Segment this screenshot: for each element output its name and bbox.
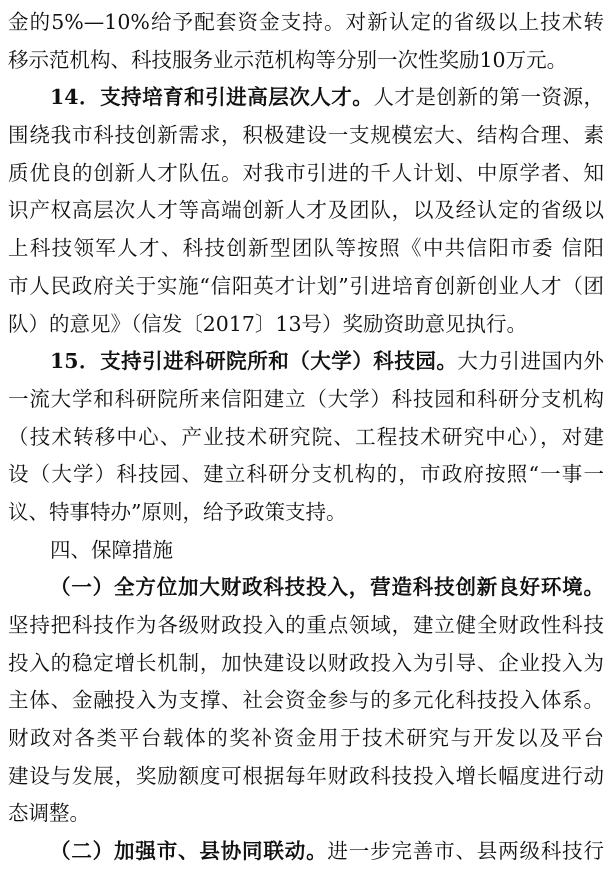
body-text: 大力引进国内外 xyxy=(457,349,605,374)
body-text: 主体、金融投入为支撑、社会资金参与的多元化科技投入体系。 xyxy=(8,688,604,713)
text-line xyxy=(8,117,604,155)
body-text: 队）的意见》（信发〔2017〕13号）奖励资助意见执行。 xyxy=(8,311,528,336)
bold-heading-text: 14．支持培育和引进高层次人才。 xyxy=(50,85,374,110)
text-line xyxy=(8,155,604,193)
text-line xyxy=(8,456,604,494)
body-text: 人才是创新的第一资源， xyxy=(373,85,604,110)
text-line xyxy=(8,42,604,80)
text-line xyxy=(8,192,604,230)
text-line xyxy=(8,494,604,532)
text-line xyxy=(8,682,604,720)
text-line xyxy=(8,569,604,607)
body-text: 建设与发展，奖励额度可根据每年财政科技投入增长幅度进行动 xyxy=(8,763,604,788)
bold-heading-text: 15．支持引进科研院所和（大学）科技园。 xyxy=(50,349,458,374)
text-line xyxy=(8,532,604,570)
section-heading: 四、保障措施 xyxy=(50,537,173,562)
body-text: 上科技领军人才、科技创新型团队等按照《中共信阳市委 信阳 xyxy=(8,236,604,261)
text-line xyxy=(8,607,604,645)
body-text: 金的5%—10%给予配套资金支持。对新认定的省级以上技术转 xyxy=(8,10,604,34)
body-text: 财政对各类平台载体的奖补资金用于技术研究与开发以及平台 xyxy=(8,726,604,751)
body-text: 移示范机构、科技服务业示范机构等分别一次性奖励10万元。 xyxy=(8,47,568,72)
text-line xyxy=(8,645,604,683)
text-line xyxy=(8,230,604,268)
body-text: 市人民政府关于实施“信阳英才计划”引进培育创新创业人才（团 xyxy=(8,273,604,298)
text-line xyxy=(8,268,604,306)
body-text: 质优良的创新人才队伍。对我市引进的千人计划、中原学者、知 xyxy=(8,160,604,185)
body-text: 态调整。 xyxy=(8,801,90,826)
text-line xyxy=(8,79,604,117)
bold-heading-text: （一）全方位加大财政科技投入，营造科技创新良好环境。 xyxy=(50,575,604,600)
body-text: 进一步完善市、县两级科技行 xyxy=(327,839,605,864)
text-line xyxy=(8,419,604,457)
body-text: 一流大学和科研院所来信阳建立（大学）科技园和科研分支机构 xyxy=(8,386,604,411)
body-text: 议、特事特办”原则，给予政策支持。 xyxy=(8,499,347,524)
text-line xyxy=(8,720,604,758)
body-text: 投入的稳定增长机制，加快建设以财政投入为引导、企业投入为 xyxy=(8,650,604,675)
text-line xyxy=(8,758,604,796)
text-line xyxy=(8,381,604,419)
text-line xyxy=(8,4,604,42)
text-line xyxy=(8,306,604,344)
body-text: 设（大学）科技园、建立科研分支机构的，市政府按照“一事一 xyxy=(8,462,604,487)
body-text: （技术转移中心、产业技术研究院、工程技术研究中心），对建 xyxy=(8,424,604,449)
text-line xyxy=(8,795,604,833)
body-text: 围绕我市科技创新需求，积极建设一支规模宏大、结构合理、素 xyxy=(8,123,604,148)
bold-heading-text: （二）加强市、县协同联动。 xyxy=(50,839,328,864)
text-line xyxy=(8,343,604,381)
text-line xyxy=(8,833,604,871)
document-page xyxy=(8,4,604,871)
body-text: 坚持把科技作为各级财政投入的重点领域，建立健全财政性科技 xyxy=(8,613,604,637)
body-text: 识产权高层次人才等高端创新人才及团队，以及经认定的省级以 xyxy=(8,198,604,223)
